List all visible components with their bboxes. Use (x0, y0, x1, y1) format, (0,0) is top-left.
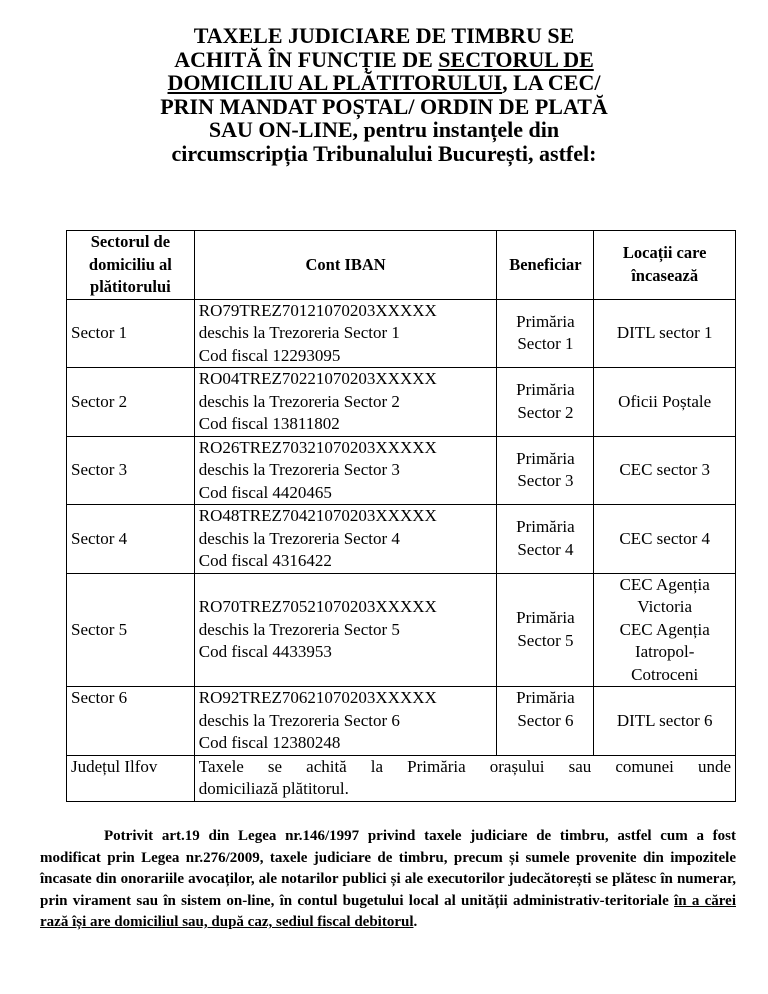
cell-beneficiar (497, 687, 594, 756)
cell-locatii (594, 299, 736, 368)
beneficiar-line: Sector 3 (517, 471, 574, 491)
header-locatii: Locații care încasează (594, 231, 736, 300)
footnote-text: . (413, 914, 418, 930)
cell-beneficiar (497, 573, 594, 687)
footnote-text: Potrivit art.19 din Legea nr.146/1997 privind taxele judiciare de timbru, astfel cum a fost modificat prin Legea nr.276/2009, taxele judiciare de timbru, precum și sumele provenite din impozitele încasate din onorariile avocaților, ale notarilor publici și ale executorilor judecătorești se plătesc în numerar, prin virament sau în sistem on-line, în contul bugetului local al unității administrativ-teritoriale (40, 828, 736, 909)
cell-iban (194, 436, 497, 505)
title-line: PRIN MANDAT POȘTAL/ ORDIN DE PLATĂ (160, 93, 608, 119)
locatie-line: Cotroceni (631, 664, 699, 684)
cell-iban (194, 299, 497, 368)
title-text: ACHITĂ ÎN FUNCȚIE DE (174, 46, 439, 72)
iban-code: RO92TREZ70621070203XXXXX (198, 688, 437, 707)
cell-beneficiar (497, 368, 594, 437)
cell-beneficiar (497, 436, 594, 505)
table-row (67, 436, 736, 505)
locatie-line: Oficii Poștale (618, 391, 712, 411)
beneficiar-line: Primăria (516, 311, 575, 331)
table-row (67, 573, 736, 687)
iban-cod-fiscal: Cod fiscal 13811802 (198, 414, 340, 433)
iban-code: RO04TREZ70221070203XXXXX (198, 369, 437, 388)
beneficiar-line: Primăria (516, 448, 575, 468)
cell-beneficiar (497, 299, 594, 368)
locatie-line: CEC sector 3 (619, 460, 710, 479)
cell-iban (194, 573, 497, 687)
header-beneficiar: Beneficiar (497, 231, 594, 300)
beneficiar-line: Sector 5 (517, 630, 574, 650)
cell-locatii (594, 573, 736, 687)
header-iban: Cont IBAN (194, 231, 497, 300)
title-line: TAXELE JUDICIARE DE TIMBRU SE (193, 23, 575, 48)
tax-accounts-table (66, 230, 736, 802)
cell-locatii (594, 687, 736, 756)
iban-trezorerie: deschis la Trezoreria Sector 1 (198, 323, 400, 342)
iban-cod-fiscal: Cod fiscal 4420465 (198, 482, 332, 502)
cell-iban (194, 505, 497, 574)
iban-trezorerie: deschis la Trezoreria Sector 4 (198, 528, 400, 548)
table-row (67, 505, 736, 574)
cell-locatii (594, 368, 736, 437)
iban-cod-fiscal: Cod fiscal 12380248 (198, 733, 341, 752)
cell-sector: Sector 2 (67, 368, 195, 437)
iban-trezorerie: deschis la Trezoreria Sector 5 (198, 619, 400, 639)
document-title (80, 24, 688, 165)
cell-sector: Județul Ilfov (67, 755, 195, 801)
iban-cod-fiscal: Cod fiscal 4433953 (198, 642, 332, 661)
beneficiar-line: Sector 6 (517, 710, 574, 730)
table-row (67, 687, 736, 756)
locatie-line: CEC Agenția (619, 574, 710, 594)
table-row (67, 299, 736, 368)
locatie-line: Victoria (637, 597, 693, 616)
ilfov-note-line: domiciliază plătitorul. (198, 779, 349, 798)
locatie-line: CEC sector 4 (619, 528, 710, 548)
table-row (67, 368, 736, 437)
iban-code: RO48TREZ70421070203XXXXX (198, 506, 437, 525)
cell-ilfov-note (194, 755, 735, 801)
beneficiar-line: Primăria (516, 688, 575, 707)
beneficiar-line: Sector 2 (517, 402, 574, 422)
locatie-line: Iatropol- (634, 642, 695, 661)
cell-iban (194, 368, 497, 437)
beneficiar-line: Primăria (516, 517, 575, 537)
title-underlined-text: DOMICILIU AL PLĂTITORULUI (167, 70, 503, 95)
cell-sector: Sector 5 (67, 573, 195, 687)
cell-locatii (594, 505, 736, 574)
locatie-line: CEC Agenția (619, 619, 710, 639)
title-text: , LA CEC/ (502, 70, 601, 95)
iban-code: RO70TREZ70521070203XXXXX (198, 597, 437, 616)
title-line (80, 71, 688, 95)
cell-sector: Sector 3 (67, 436, 195, 505)
title-line (80, 48, 688, 72)
beneficiar-line: Sector 1 (517, 334, 574, 354)
cell-iban (194, 687, 497, 756)
locatie-line: DITL sector 1 (616, 323, 713, 342)
iban-trezorerie: deschis la Trezoreria Sector 6 (198, 710, 400, 730)
iban-cod-fiscal: Cod fiscal 4316422 (198, 551, 332, 570)
title-line: SAU ON-LINE, pentru instanțele din (208, 117, 560, 142)
title-line: circumscripția Tribunalului București, astfel: (171, 140, 597, 166)
header-sector: Sectorul de domiciliu al plătitorului (67, 231, 195, 300)
locatie-line: DITL sector 6 (616, 710, 713, 730)
cell-sector: Sector 1 (67, 299, 195, 368)
cell-locatii (594, 436, 736, 505)
ilfov-note-line: Taxele se achită la Primăria orașului sau comunei unde (198, 756, 731, 776)
footnote-underlined-text: în a cărei rază își are domiciliul sau, după caz, sediul fiscal debitorul (40, 892, 736, 930)
cell-beneficiar (497, 505, 594, 574)
cell-sector: Sector 4 (67, 505, 195, 574)
iban-code: RO79TREZ70121070203XXXXX (198, 300, 437, 320)
iban-cod-fiscal: Cod fiscal 12293095 (198, 345, 341, 365)
legal-footnote (40, 826, 736, 934)
table-header-row (67, 231, 736, 300)
beneficiar-line: Primăria (516, 608, 575, 628)
beneficiar-line: Primăria (516, 380, 575, 400)
iban-code: RO26TREZ70321070203XXXXX (198, 437, 437, 457)
table-row-ilfov (67, 755, 736, 801)
title-underlined-text: SECTORUL DE (438, 46, 594, 72)
beneficiar-line: Sector 4 (517, 539, 574, 559)
iban-trezorerie: deschis la Trezoreria Sector 3 (198, 460, 400, 479)
cell-sector: Sector 6 (67, 687, 195, 756)
iban-trezorerie: deschis la Trezoreria Sector 2 (198, 391, 400, 411)
